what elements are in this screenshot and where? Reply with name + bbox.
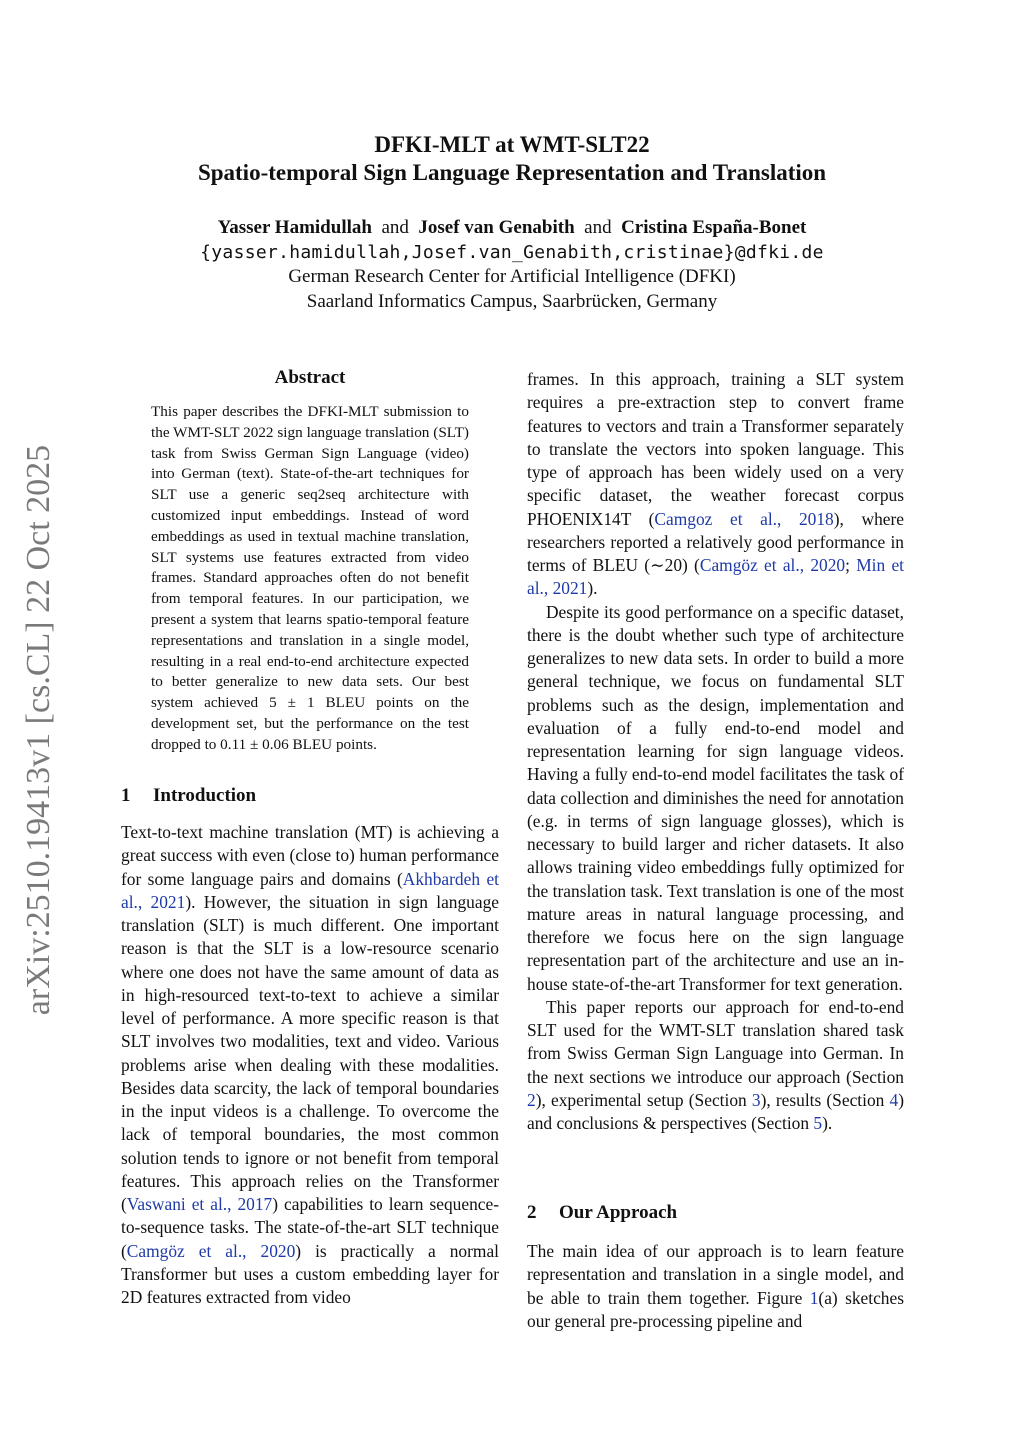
paragraph-text: ). However, the situation in sign language translation (SLT) is much different. One important reason is that the SLT is a low-resource scenario where one does not have the same amount of data as in high-resourced text-to-text to achieve a similar level of performance. A more specific reason is that SLT involves two modalities, text and video. Various problems arise when dealing with these modalities. Besides data scarcity, the lack of temporal boundaries in the input videos is a challenge. To overcome the lack of temporal boundaries, the most common solution tends to ignore or not benefit from temporal features. This approach relies on the Transformer ( bbox=[121, 891, 500, 1214]
paragraph-text: Text-to-text machine translation (MT) is achieving a great success with even (close to) human performance for some language pairs and domains ( bbox=[121, 822, 499, 889]
abstract-text: This paper describes the DFKI-MLT submission to the WMT-SLT 2022 sign language translation (SLT) task from Swiss German Sign Language (video) into German (text). State-of-the-art techniques for SLT use a generic seq2seq architecture with customized input embeddings. Instead of word embeddings as used in textual machine translation, SLT systems use features extracted from video frames. Standard approaches often do not benefit from temporal features. In our participation, we present a system that learns spatio-temporal feature representations and translation in a single model, resulting in a real end-to-end architecture expected to better generalize to new data sets. Our best system achieved 5 ± 1 BLEU points on the development set, but the performance on the test dropped to 0.11 ± 0.06 BLEU points. bbox=[151, 403, 469, 753]
paragraph-text: ) capabilities to learn sequence-to-sequence tasks. The state-of-the-art SLT technique ( bbox=[121, 1194, 499, 1261]
paragraph-text: (a) sketches our general pre-processing pipeline and bbox=[527, 1287, 904, 1331]
section-link[interactable]: 3 bbox=[751, 1089, 761, 1110]
section-link[interactable]: 2 bbox=[527, 1089, 536, 1110]
citation-link[interactable]: Camgoz et al., 2018 bbox=[654, 508, 834, 529]
author-conjunction: and bbox=[381, 217, 409, 238]
intro-column-left bbox=[121, 821, 499, 1309]
paragraph-text: ). bbox=[822, 1113, 833, 1133]
citation-link[interactable]: Vaswani et al., 2017 bbox=[126, 1194, 273, 1214]
citation-link[interactable]: Min et al., 2021 bbox=[527, 555, 904, 599]
affiliation-line1: German Research Center for Artificial Intelligence (DFKI) bbox=[288, 266, 736, 287]
section-link[interactable]: 5 bbox=[813, 1113, 823, 1133]
paragraph bbox=[527, 368, 904, 601]
author-emails: {yasser.hamidullah,Josef.van_Genabith,cristinae}@dfki.de bbox=[200, 242, 824, 263]
section-title: Our Approach bbox=[559, 1202, 678, 1223]
author-name: Josef van Genabith bbox=[418, 217, 575, 238]
paragraph-text: ) and conclusions & perspectives (Section bbox=[527, 1089, 904, 1133]
paragraph-text: The main idea of our approach is to learn feature representation and translation in a single model, and be able to train them together. Figure bbox=[527, 1241, 904, 1308]
paper-title-line1: DFKI-MLT at WMT-SLT22 bbox=[374, 132, 650, 157]
author-name: Yasser Hamidullah bbox=[217, 217, 372, 238]
affiliation-line2: Saarland Informatics Campus, Saarbrücken, Germany bbox=[306, 291, 718, 312]
arxiv-identifier: arXiv:2510.19413v1 [cs.CL] 22 Oct 2025 bbox=[20, 444, 57, 1016]
paragraph-text: ; bbox=[845, 555, 857, 575]
author-conjunction: and bbox=[584, 217, 612, 238]
abstract-heading: Abstract bbox=[274, 367, 346, 388]
paragraph-text: This paper reports our approach for end-to-end SLT used for the WMT-SLT translation shared task from Swiss German Sign Language into German. In the next sections we introduce our approach (Section bbox=[527, 996, 904, 1087]
section-number: 1 bbox=[121, 785, 131, 806]
paragraph bbox=[121, 821, 499, 1309]
paragraph bbox=[527, 1240, 904, 1333]
section-title: Introduction bbox=[153, 785, 257, 806]
section-number: 2 bbox=[527, 1202, 537, 1223]
author-name: Cristina España-Bonet bbox=[621, 217, 807, 238]
section-link[interactable]: 4 bbox=[889, 1089, 899, 1110]
author-list bbox=[0, 217, 1024, 239]
paragraph-text: frames. In this approach, training a SLT system requires a pre-extraction step to convert frame features to vectors and train a Transformer separately to translate the vectors into spoken language. This type of approach has been widely used on a very specific dataset, the weather forecast corpus PHOENIX14T ( bbox=[527, 369, 904, 529]
paragraph-text: ), experimental setup (Section bbox=[535, 1089, 752, 1110]
paragraph-text: ) is practically a normal Transformer but uses a custom embedding layer for 2D features extracted from video bbox=[121, 1240, 499, 1307]
intro-column-right bbox=[527, 368, 904, 1135]
approach-column bbox=[527, 1240, 904, 1333]
paragraph-text: ). bbox=[587, 578, 598, 599]
paragraph bbox=[527, 996, 904, 1136]
section-heading bbox=[527, 1202, 677, 1224]
paragraph-text: ), results (Section bbox=[760, 1089, 890, 1110]
citation-link[interactable]: Camgöz et al., 2020 bbox=[699, 555, 846, 575]
paper-title-line2: Spatio-temporal Sign Language Representation and Translation bbox=[197, 160, 827, 185]
citation-link[interactable]: Akhbardeh et al., 2021 bbox=[121, 868, 499, 912]
figure-link[interactable]: 1 bbox=[809, 1287, 819, 1308]
paragraph: Despite its good performance on a specific dataset, there is the doubt whether such type of architecture generalizes to new data sets. In order to build a more general technique, we focus on fundamental SLT problems such as the design, implementation and evaluation of a fully end-to-end model and representation learning for sign language videos. Having a fully end-to-end model facilitates the task of data collection and diminishes the need for annotation (e.g. in terms of sign language glosses), which is necessary to build larger and richer datasets. It also allows training video embeddings fully optimized for the translation task. Text translation is one of the most mature areas in natural language processing, and therefore we focus here on the sign language representation part of the architecture and use an in-house state-of-the-art Transformer for text generation. bbox=[527, 601, 904, 994]
paragraph-text: ), where researchers reported a relatively good performance in terms of BLEU (∼20) ( bbox=[527, 508, 904, 575]
citation-link[interactable]: Camgöz et al., 2020 bbox=[126, 1240, 296, 1261]
section-heading bbox=[121, 785, 256, 807]
